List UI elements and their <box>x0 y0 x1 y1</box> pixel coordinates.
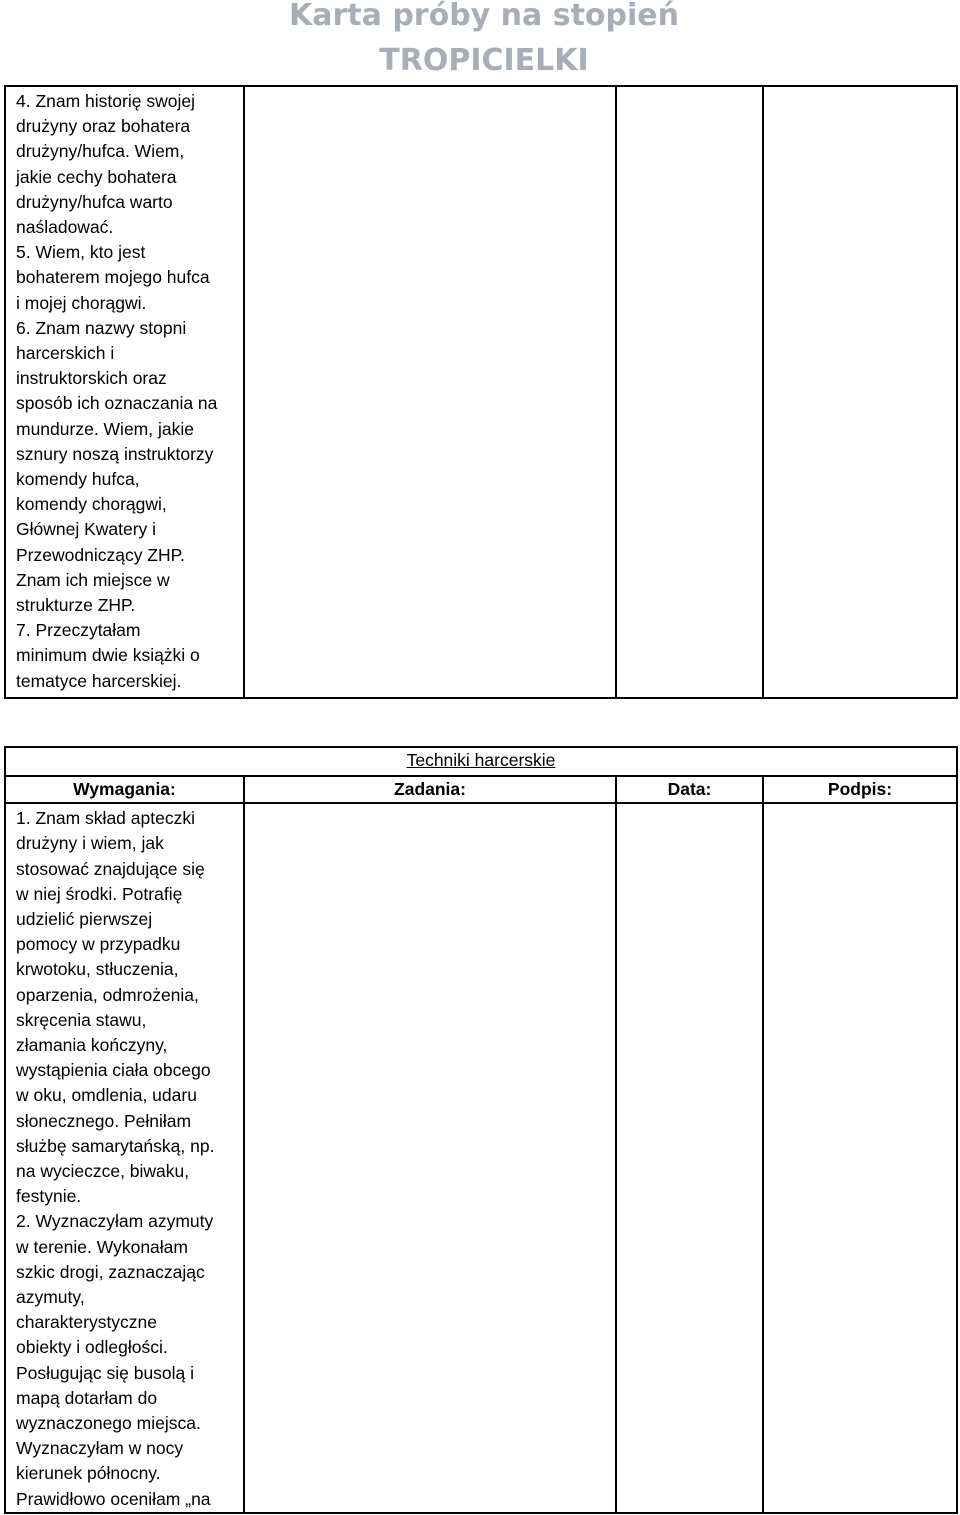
requirement-line: Posługując się busolą i <box>16 1362 195 1383</box>
requirement-line: pomocy w przypadku <box>16 934 181 955</box>
tasks-cell[interactable] <box>244 86 616 698</box>
requirement-line: instruktorskich oraz <box>16 368 167 389</box>
requirement-line: udzielić pierwszej <box>16 909 153 930</box>
requirement-line: i mojej chorągwi. <box>16 292 147 313</box>
header-date: Data: <box>616 776 763 803</box>
requirement-line: Głównej Kwatery i <box>16 519 157 540</box>
requirement-line: azymuty, <box>16 1287 85 1308</box>
requirement-line: sznury noszą instruktorzy <box>16 443 214 464</box>
date-cell[interactable] <box>616 86 763 698</box>
requirement-line: wystąpienia ciała obcego <box>16 1060 211 1081</box>
requirement-line: złamania kończyny, <box>16 1035 168 1056</box>
requirement-line: strukturze ZHP. <box>16 595 136 616</box>
requirement-line: charakterystyczne <box>16 1312 158 1333</box>
requirement-line: 4. Znam historię swojej <box>16 91 195 111</box>
requirement-line: 7. Przeczytałam <box>16 620 141 641</box>
requirements-text <box>6 87 243 694</box>
header-tasks: Zadania: <box>244 776 616 803</box>
requirement-line: stosować znajdujące się <box>16 858 205 879</box>
requirement-line: obiekty i odległości. <box>16 1337 168 1358</box>
requirement-line: mundurze. Wiem, jakie <box>16 418 194 439</box>
requirements-text <box>6 804 243 1512</box>
requirement-line: mapą dotarłam do <box>16 1387 158 1408</box>
requirement-line: w niej środki. Potrafię <box>16 883 183 904</box>
document-title: Karta próby na stopień <box>289 0 679 33</box>
requirement-line: 2. Wyznaczyłam azymuty <box>16 1211 214 1232</box>
requirement-line: komendy chorągwi, <box>16 494 167 515</box>
requirement-line: słonecznego. Pełniłam <box>16 1110 192 1131</box>
signature-cell[interactable] <box>763 803 957 1513</box>
requirement-line: drużyny/hufca. Wiem, <box>16 141 185 162</box>
requirement-line: festynie. <box>16 1186 82 1207</box>
requirement-line: komendy hufca, <box>16 469 140 490</box>
requirement-line: oparzenia, odmrożenia, <box>16 984 199 1005</box>
requirement-line: Znam ich miejsce w <box>16 569 170 590</box>
requirement-line: jakie cechy bohatera <box>16 166 177 187</box>
requirement-line: Prawidłowo oceniłam „na <box>16 1488 211 1509</box>
header-signature: Podpis: <box>763 776 957 803</box>
requirement-line: w oku, omdlenia, udaru <box>16 1085 197 1106</box>
section-title: Techniki harcerskie <box>5 747 957 776</box>
requirement-line: służbę samarytańską, np. <box>16 1135 215 1156</box>
requirement-line: kierunek północny. <box>16 1463 161 1484</box>
requirement-line: wyznaczonego miejsca. <box>16 1413 201 1434</box>
requirement-line: Wyznaczyłam w nocy <box>16 1438 184 1459</box>
date-cell[interactable] <box>616 803 763 1513</box>
requirement-line: Przewodniczący ZHP. <box>16 544 185 565</box>
requirement-line: krwotoku, stłuczenia, <box>16 959 179 980</box>
requirement-line: bohaterem mojego hufca <box>16 267 210 288</box>
requirement-line: tematyce harcerskiej. <box>16 670 182 691</box>
requirement-line: naśladować. <box>16 217 114 238</box>
requirement-line: na wycieczce, biwaku, <box>16 1161 190 1182</box>
rank-name-title: TROPICIELKI <box>379 43 589 78</box>
requirement-line: skręcenia stawu, <box>16 1009 147 1030</box>
requirements-cell <box>5 86 244 698</box>
requirement-line: szkic drogi, zaznaczając <box>16 1261 205 1282</box>
requirement-line: sposób ich oznaczania na <box>16 393 218 414</box>
scouting-techniques-table <box>4 746 958 1514</box>
requirement-line: 6. Znam nazwy stopni <box>16 317 187 338</box>
requirement-line: w terenie. Wykonałam <box>16 1236 188 1257</box>
requirement-line: 1. Znam skład apteczki <box>16 808 195 829</box>
signature-cell[interactable] <box>763 86 957 698</box>
header-requirements: Wymagania: <box>5 776 244 803</box>
requirement-line: drużyny/hufca warto <box>16 191 173 212</box>
requirement-line: 5. Wiem, kto jest <box>16 242 146 263</box>
requirement-line: drużyny oraz bohatera <box>16 116 191 137</box>
requirement-line: minimum dwie książki o <box>16 645 200 666</box>
requirements-table-top <box>4 85 958 699</box>
requirement-line: harcerskich i <box>16 343 115 364</box>
tasks-cell[interactable] <box>244 803 616 1513</box>
requirements-cell <box>5 803 244 1513</box>
requirement-line: drużyny i wiem, jak <box>16 833 164 854</box>
